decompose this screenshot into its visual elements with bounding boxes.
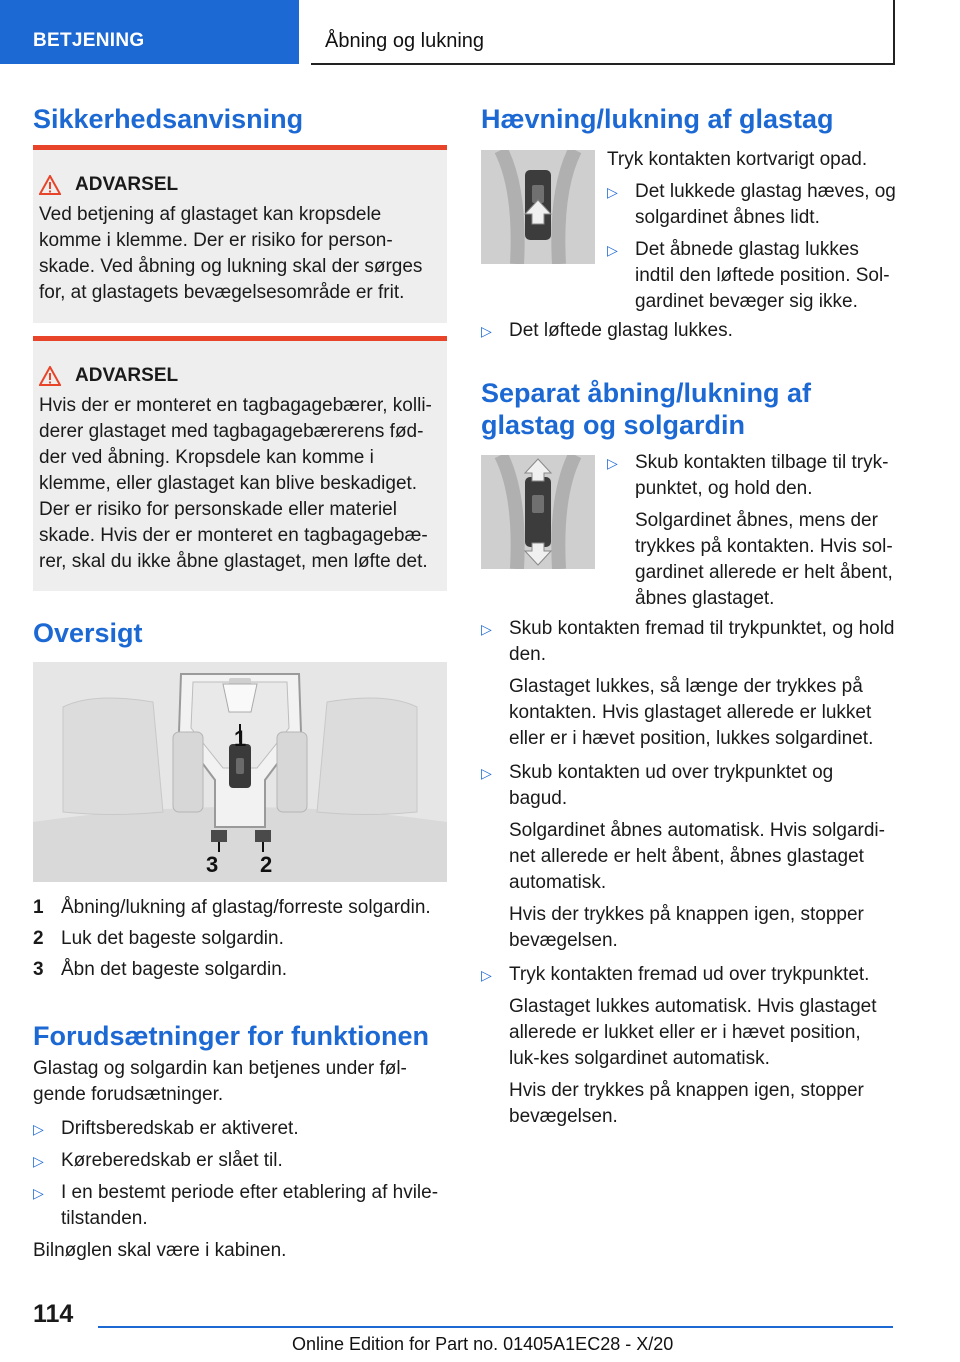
figure-legend (33, 895, 447, 983)
list-item: ▷ Køreberedskab er slået til. (33, 1148, 447, 1174)
heading-overview: Oversigt (33, 618, 143, 648)
list-item: ▷ I en bestemt periode efter etablering af hvile-tilstanden. (33, 1182, 439, 1229)
warning-box-1 (33, 145, 447, 323)
roof-console-figure (33, 662, 447, 882)
list-item: ▷ Det åbnede glastag lukkes indtil den løftede position. Sol-gardinet bevæger sig ikke. (607, 239, 890, 312)
list-item: ▷ Skub kontakten tilbage til tryk-punktet, og hold den. Solgardinet åbnes, mens der trykkes på kontakten. Hvis sol-gardinet allerede er helt åbent, åbnes glastaget. (607, 452, 893, 609)
triangle-bullet-icon: ▷ (481, 765, 492, 781)
triangle-bullet-icon: ▷ (607, 455, 618, 471)
list-item: ▷ Skub kontakten ud over trykpunktet og bagud. Solgardinet åbnes automatisk. Hvis solgardi-net allerede er helt åbent, åbnes glastaget automatisk. Hvis der trykkes på knappen igen, stopper bevægelsen. (481, 762, 885, 951)
warning-title: ADVARSEL (75, 174, 179, 195)
separate-list (481, 616, 895, 1130)
switch-up-figure (481, 150, 595, 264)
outro-text: Bilnøglen skal være i kabinen. (33, 1240, 287, 1261)
triangle-bullet-icon: ▷ (481, 621, 492, 637)
list-item: ▷ Tryk kontakten fremad ud over trykpunktet. Glastaget lukkes automatisk. Hvis glastaget allerede er lukket eller er i hævet position, luk-kes solgardinet automatisk. Hvis der trykkes på knappen igen, stopper bevægelsen. (481, 964, 877, 1127)
triangle-bullet-icon: ▷ (33, 1153, 44, 1169)
figure-label: 2 (260, 852, 273, 877)
raise-list (607, 147, 897, 315)
warning-title: ADVARSEL (75, 365, 179, 386)
chapter-header (311, 0, 895, 65)
page-number: 114 (33, 1300, 74, 1328)
warning-text: Hvis der er monteret en tagbagagebærer, kolli-derer glastaget med tagbagagebærerens fød-der ved åbning. Kropsdele kan komme i klemme, eller glastaget kan blive beskadiget. Der er risiko for personskade eller materiel skade. Hvis der er monteret en tagbagagebæ-rer, skal du ikke åbne glastaget, men løfte det. (39, 395, 432, 572)
intro-text: Glastag og solgardin kan betjenes under føl-gende forudsætninger. (33, 1058, 407, 1105)
footer-divider (98, 1326, 893, 1328)
edition-text: Online Edition for Part no. 01405A1EC28 - X/20 (292, 1334, 674, 1354)
left-column (33, 103, 447, 135)
figure-label: 1 (234, 726, 247, 751)
warning-triangle-icon (39, 366, 61, 386)
section-tab (0, 0, 299, 64)
list-item: ▷ Skub kontakten fremad til trykpunktet, og hold den. Glastaget lukkes, så længe der trykkes på kontakten. Hvis glastaget allerede er lukket eller er i hævet position, lukkes solgardinet. (481, 618, 895, 749)
chapter-title: Åbning og lukning (325, 30, 485, 52)
separate-item-1 (607, 450, 897, 612)
list-item: ▷ Det løftede glastag lukkes. (481, 318, 895, 344)
heading-prerequisites: Forudsætninger for funktionen (33, 1021, 429, 1051)
triangle-bullet-icon: ▷ (607, 242, 618, 258)
heading-safety: Sikkerhedsanvisning (33, 104, 304, 134)
triangle-bullet-icon: ▷ (33, 1121, 44, 1137)
warning-text: Ved betjening af glastaget kan kropsdele komme i klemme. Der er risiko for person-skade. Ved åbning og lukning skal der sørges for, at glastagets bevægelsesområde er frit. (39, 204, 423, 303)
legend-item: 3 Åbn det bageste solgardin. (33, 959, 288, 980)
figure-label: 3 (206, 852, 219, 877)
warning-triangle-icon (39, 175, 61, 195)
legend-item: 1 Åbning/lukning af glastag/forreste solgardin. (33, 897, 431, 918)
switch-updown-figure (481, 455, 595, 569)
list-item: ▷ Det lukkede glastag hæves, og solgardinet åbnes lidt. (607, 181, 896, 228)
legend-item: 2 Luk det bageste solgardin. (33, 928, 284, 949)
triangle-bullet-icon: ▷ (481, 323, 492, 339)
section-label: BETJENING (33, 30, 145, 51)
lead-text: Tryk kontakten kortvarigt opad. (607, 149, 868, 170)
triangle-bullet-icon: ▷ (33, 1185, 44, 1201)
triangle-bullet-icon: ▷ (607, 184, 618, 200)
warning-box-2 (33, 336, 447, 591)
heading-separate: Separat åbning/lukning af glastag og solgardin (481, 378, 812, 440)
prerequisites-section (33, 1020, 447, 1264)
list-item: ▷ Driftsberedskab er aktiveret. (33, 1116, 447, 1142)
heading-raise-close: Hævning/lukning af glastag (481, 104, 834, 134)
triangle-bullet-icon: ▷ (481, 967, 492, 983)
